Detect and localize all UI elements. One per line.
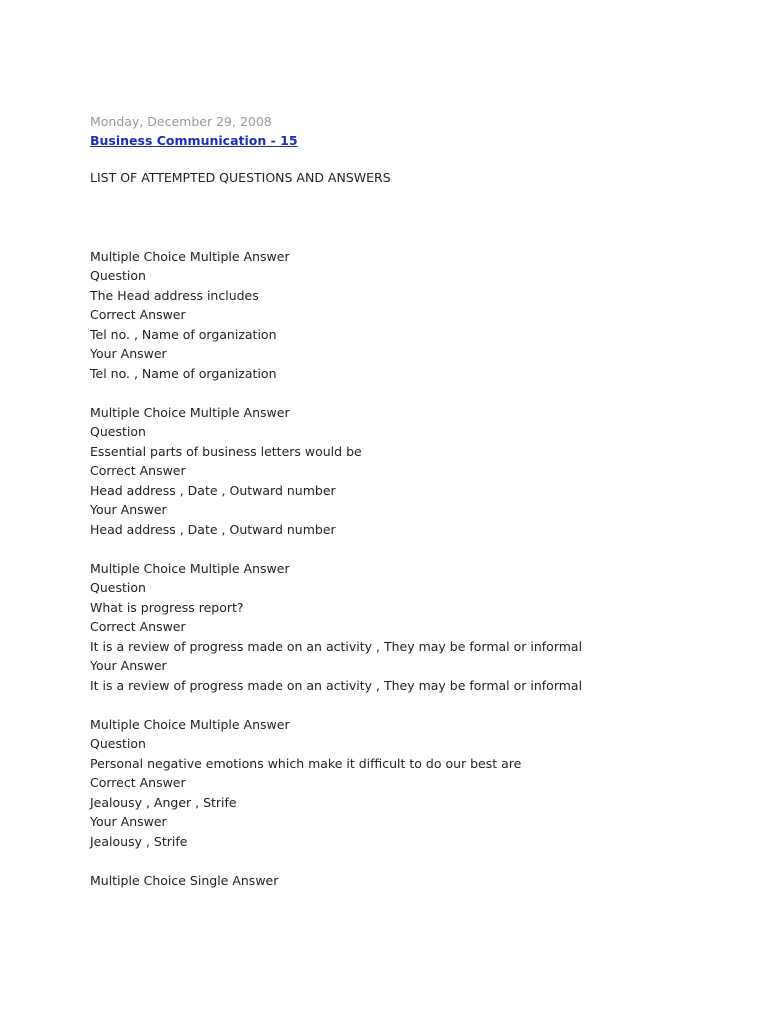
question-label: Question <box>90 580 146 595</box>
your-answer-label: Your Answer <box>90 346 167 361</box>
question-type: Multiple Choice Multiple Answer <box>90 560 290 576</box>
your-answer-text: It is a review of progress made on an activity , They may be formal or informal <box>90 677 583 693</box>
correct-answer-label: Correct Answer <box>90 307 186 322</box>
question-type: Multiple Choice Multiple Answer <box>90 248 290 264</box>
qa-list <box>90 247 730 891</box>
qa-item <box>90 403 730 540</box>
question-label: Question <box>90 736 146 751</box>
your-answer-text: Tel no. , Name of organization <box>90 365 277 381</box>
qa-item <box>90 871 730 891</box>
your-answer-label: Your Answer <box>90 502 167 517</box>
correct-answer-text: Tel no. , Name of organization <box>90 326 277 342</box>
your-answer-text: Head address , Date , Outward number <box>90 521 336 537</box>
correct-answer-label: Correct Answer <box>90 463 186 478</box>
post-date: Monday, December 29, 2008 <box>90 114 272 129</box>
correct-answer-text: Jealousy , Anger , Strife <box>90 794 237 810</box>
question-text: Essential parts of business letters would be <box>90 443 362 459</box>
correct-answer-text: Head address , Date , Outward number <box>90 482 336 498</box>
correct-answer-label: Correct Answer <box>90 619 186 634</box>
correct-answer-text: It is a review of progress made on an activity , They may be formal or informal <box>90 638 583 654</box>
qa-item <box>90 247 730 384</box>
your-answer-label: Your Answer <box>90 658 167 673</box>
qa-item <box>90 715 730 852</box>
question-text: Personal negative emotions which make it difficult to do our best are <box>90 755 522 771</box>
question-type: Multiple Choice Single Answer <box>90 872 279 888</box>
question-type: Multiple Choice Multiple Answer <box>90 716 290 732</box>
post-title-link[interactable]: Business Communication - 15 <box>90 133 298 148</box>
your-answer-label: Your Answer <box>90 814 167 829</box>
blog-post <box>90 112 730 910</box>
your-answer-text: Jealousy , Strife <box>90 833 188 849</box>
question-text: What is progress report? <box>90 599 244 615</box>
correct-answer-label: Correct Answer <box>90 775 186 790</box>
post-heading: LIST OF ATTEMPTED QUESTIONS AND ANSWERS <box>90 170 391 185</box>
question-label: Question <box>90 268 146 283</box>
question-text: The Head address includes <box>90 287 259 303</box>
qa-item <box>90 559 730 696</box>
question-label: Question <box>90 424 146 439</box>
question-type: Multiple Choice Multiple Answer <box>90 404 290 420</box>
